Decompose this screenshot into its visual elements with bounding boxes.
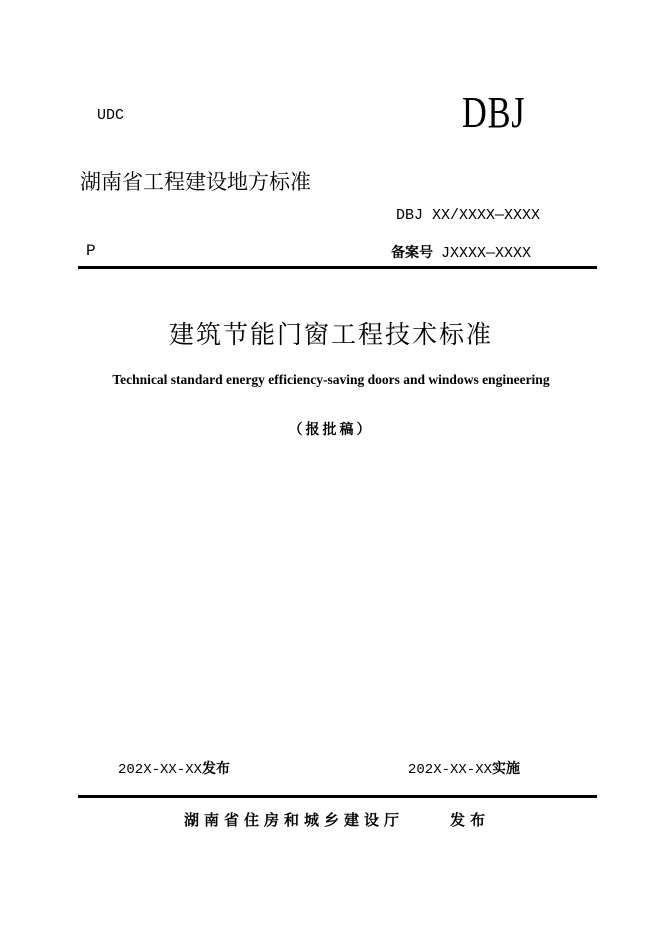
issue-date: 202X-XX-XX (118, 762, 203, 778)
publisher-name: 湖南省住房和城乡建设厅 (184, 811, 405, 829)
standard-number: DBJ XX/XXXX—XXXX (396, 207, 541, 224)
dbj-logo: DBJ (462, 88, 526, 137)
document-title: 建筑节能门窗工程技术标准 (168, 320, 493, 349)
effective-date: 202X-XX-XX (408, 762, 493, 778)
record-number: JXXXX—XXXX (441, 245, 532, 262)
issue-label: 发布 (202, 761, 231, 777)
draft-status: （报批稿） (288, 422, 374, 438)
publish-label: 发布 (450, 811, 491, 829)
authority-title: 湖南省工程建设地方标准 (80, 170, 311, 194)
classification-letter: P (86, 242, 96, 260)
bottom-divider (78, 795, 597, 798)
record-number-row (391, 242, 531, 264)
effective-date-row (408, 759, 520, 780)
effective-label: 实施 (492, 761, 521, 777)
udc-label: UDC (97, 107, 125, 124)
issue-date-row (118, 759, 230, 780)
english-title: Technical standard energy efficiency-saving doors and windows engineering (112, 372, 550, 387)
top-divider (78, 266, 597, 269)
record-label: 备案号 (391, 245, 433, 261)
